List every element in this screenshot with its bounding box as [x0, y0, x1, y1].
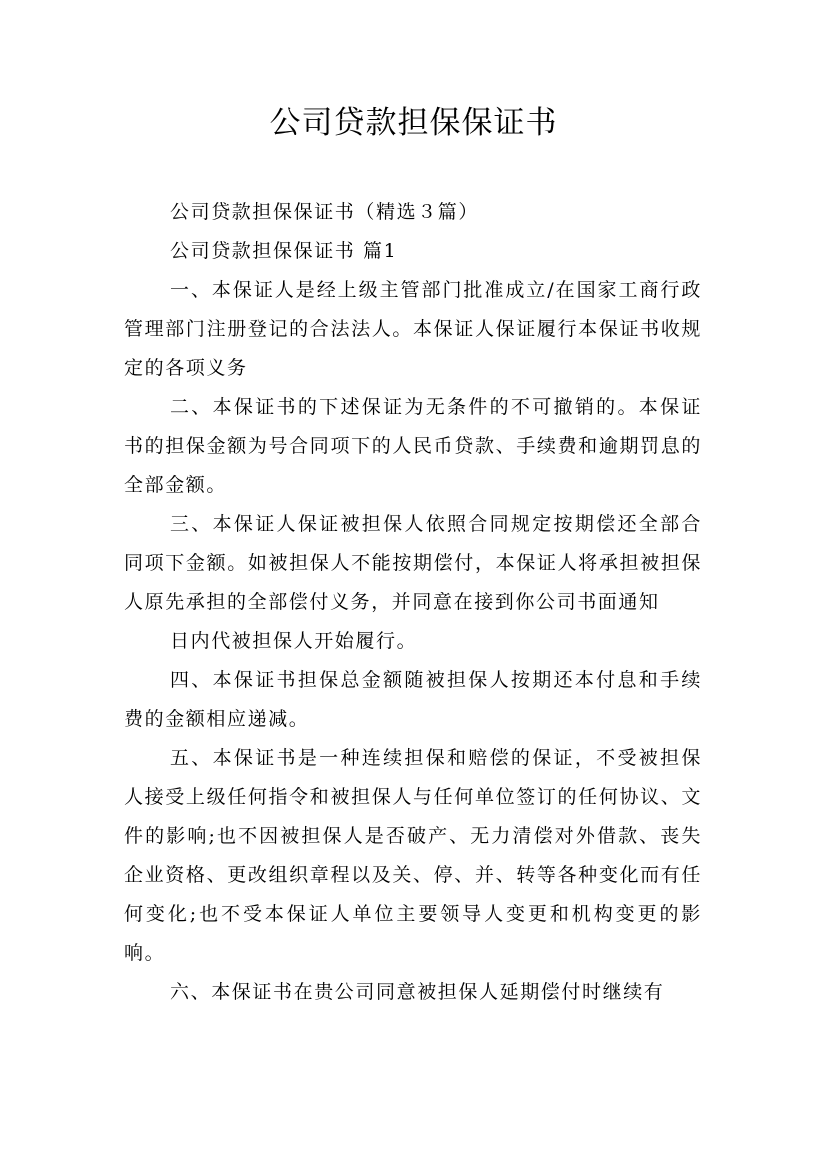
document-title: 公司贷款担保保证书: [269, 105, 558, 141]
subtitle-paragraph: 公司贷款担保保证书（精选３篇）: [170, 201, 480, 223]
clause-2-paragraph: 二、本保证书的下述保证为无条件的不可撤销的。本保证书的担保金额为号合同项下的人民币贷款、手续费和逾期罚息的全部金额。: [124, 396, 702, 496]
clause-6-paragraph: 六、本保证书在贵公司同意被担保人延期偿付时继续有: [170, 981, 665, 1003]
clause-5-paragraph: 五、本保证书是一种连续担保和赔偿的保证，不受被担保人接受上级任何指令和被担保人与任何单位签订的任何协议、文件的影响;也不因被担保人是否破产、无力清偿对外借款、丧失企业资格、更改组织章程以及关、停、并、转等各种变化而有任何变化;也不受本保证人单位主要领导人变更和机构变更的影响。: [124, 747, 702, 964]
section-heading: 公司贷款担保保证书 篇1: [170, 240, 398, 262]
document-body: [124, 193, 702, 1012]
clause-3-continuation: 日内代被担保人开始履行。: [170, 630, 418, 652]
clause-3-paragraph: 三、本保证人保证被担保人依照合同规定按期偿还全部合同项下金额。如被担保人不能按期偿付，本保证人将承担被担保人原先承担的全部偿付义务，并同意在接到你公司书面通知: [124, 513, 702, 613]
clause-4-paragraph: 四、本保证书担保总金额随被担保人按期还本付息和手续费的金额相应递减。: [124, 669, 702, 730]
clause-1-paragraph: 一、本保证人是经上级主管部门批准成立/在国家工商行政管理部门注册登记的合法法人。本保证人保证履行本保证书收规定的各项义务: [124, 279, 702, 379]
